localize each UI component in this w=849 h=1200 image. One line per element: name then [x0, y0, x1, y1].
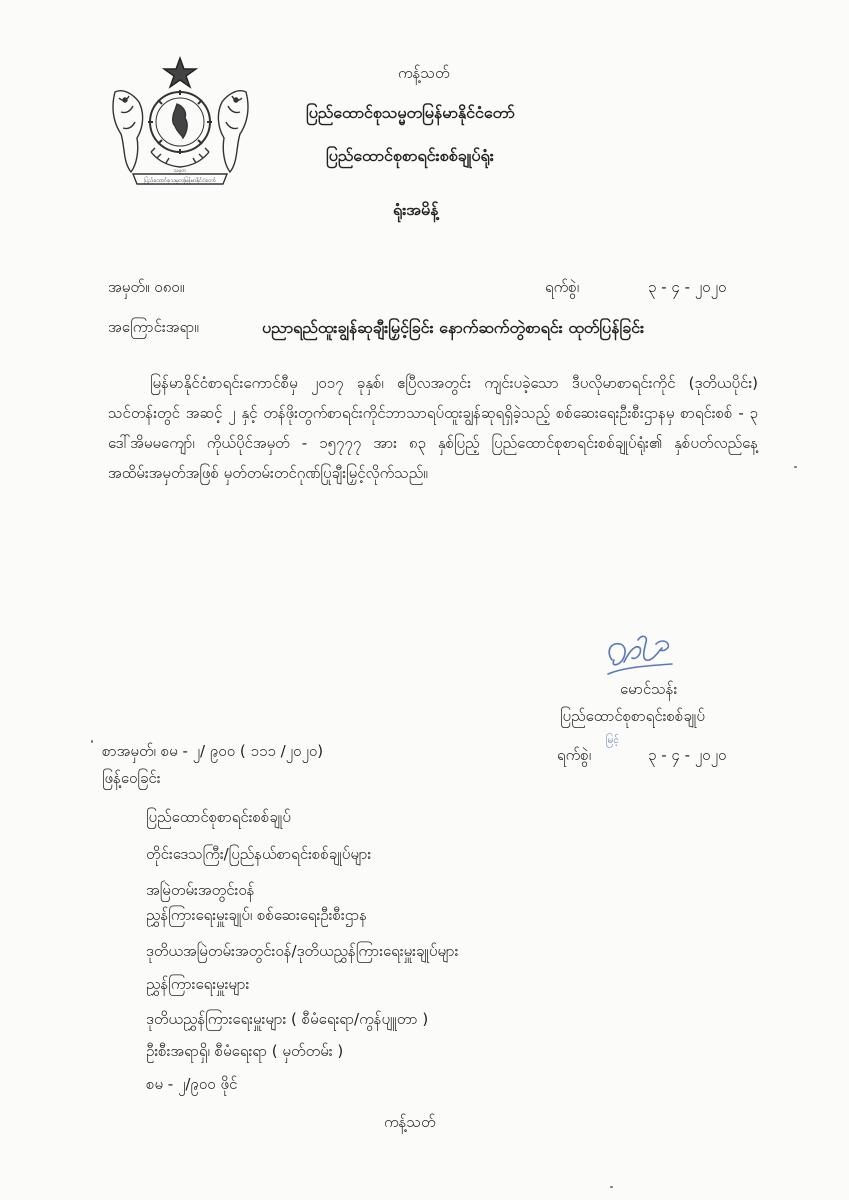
signatory-title: ပြည်ထောင်စုစာရင်းစစ်ချုပ်: [560, 707, 705, 725]
signature-date-value: ၃ - ၄ - ၂၀၂၀: [648, 746, 727, 764]
seal-banner-text: ပြည်ထောင်စုသမ္မတမြန်မာနိုင်ငံတော်: [144, 178, 216, 184]
seal-top-text: သမ္မတ: [173, 168, 187, 174]
restricted-label-top: ကန့်သတ်: [398, 64, 450, 82]
handwritten-initial: မြင့်: [606, 735, 619, 746]
order-number: အမှတ်။ ၀၈၀။: [108, 278, 185, 296]
scan-speck: [91, 740, 93, 743]
distribution-item: ဦးစီးအရာရှိ၊ စီမံရေးရာ ( မှတ်တမ်း ): [146, 1042, 344, 1060]
handwritten-signature: [602, 630, 682, 682]
subject-label: အကြောင်းအရာ။: [108, 318, 199, 336]
ministry-line-1: ပြည်ထောင်စုသမ္မတမြန်မာနိုင်ငံတော်: [306, 103, 515, 122]
scan-speck: [610, 1186, 613, 1188]
state-seal-icon: [103, 52, 258, 190]
distribution-item: ဒုတိယညွှန်ကြားရေးမှူးများ ( စီမံရေးရာ/ကွန်ပျူတာ ): [146, 1010, 429, 1028]
body-paragraph: မြန်မာနိုင်ငံစာရင်းကောင်စီမှ ၂၀၁၇ ခုနှစ်၊ ဧပြီလအတွင်း ကျင်းပခဲ့သော ဒီပလိုမာစာရင်းကိုင် (ဒုတိယပိုင်း) သင်တန်းတွင် အဆင့် ၂ နှင့် တန်ဖိုးတွက်စာရင်းကိုင်ဘာသာရပ်ထူးချွန်ဆုရရှိခဲ့သည့် စစ်ဆေးရေးဦးစီးဌာနမှ စာရင်းစစ် - ၃ ဒေါ်အိမမကျော်၊ ကိုယ်ပိုင်အမှတ် - ၁၅၇၇၇ အား ၈၃ နှစ်ပြည့် ပြည်ထောင်စုစာရင်းစစ်ချုပ်ရုံး၏ နှစ်ပတ်လည်နေ့အထိမ်းအမှတ်အဖြစ် မှတ်တမ်းတင်ဂုဏ်ပြုချီးမြှင့်လိုက်သည်။: [108, 374, 758, 482]
distribution-heading: ဖြန့်ဝေခြင်း: [102, 769, 161, 787]
distribution-item: ဒုတိယအမြဲတမ်းအတွင်းဝန်/ဒုတိယညွှန်ကြားရေးမှူးချုပ်များ: [146, 942, 459, 960]
restricted-label-bottom: ကန့်သတ်: [384, 1113, 436, 1131]
distribution-item: ပြည်ထောင်စုစာရင်းစစ်ချုပ်: [146, 808, 291, 826]
ministry-line-2: ပြည်ထောင်စုစာရင်းစစ်ချုပ်ရုံး: [326, 146, 494, 165]
distribution-item: ညွှန်ကြားရေးမှူးများ: [146, 975, 250, 993]
distribution-item: တိုင်းဒေသကြီး/ပြည်နယ်စာရင်းစစ်ချုပ်များ: [146, 845, 372, 863]
distribution-item: အမြဲတမ်းအတွင်းဝန်: [146, 881, 255, 899]
letter-reference: စာအမှတ်၊ စမ - ၂/ ၉၀၀ ( ၁၁၁ /၂၀၂၀): [102, 742, 324, 760]
order-date-value: ၃ - ၄ - ၂၀၂၀: [648, 278, 727, 296]
signatory-name: မောင်သန်း: [620, 680, 678, 698]
scan-speck: [794, 466, 797, 468]
distribution-item: ညွှန်ကြားရေးမှူးချုပ်၊ စစ်ဆေးရေးဦးစီးဌာန: [146, 906, 367, 924]
subject-text: ပညာရည်ထူးချွန်ဆုချီးမြှင့်ခြင်း နောက်ဆက်တွဲစာရင်း ထုတ်ပြန်ခြင်း: [262, 318, 645, 337]
distribution-item: စမ - ၂/၉၀၀ ဖိုင်: [146, 1075, 238, 1093]
order-date-label: ရက်စွဲ၊: [545, 278, 580, 296]
signature-date-label: ရက်စွဲ၊: [557, 746, 592, 764]
document-type-title: ရုံးအမိန့်: [393, 200, 439, 219]
